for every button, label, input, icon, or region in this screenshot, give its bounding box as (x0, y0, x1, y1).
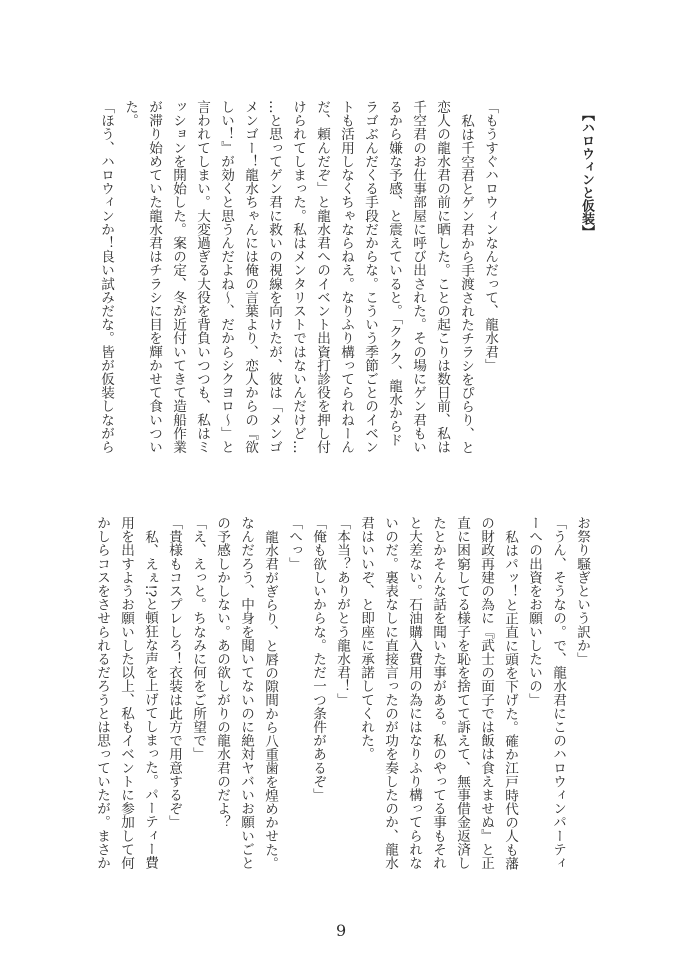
text-line: の財政再建の為に『武士の面子では飯は食えませぬ』と正 (478, 516, 494, 870)
page-number: 9 (336, 921, 347, 940)
text-line: トも活用しなくちゃならねえ。なりふり構ってられねーん (338, 100, 354, 454)
text-line: 「ほう、ハロウィンか！良い試みだな。皆が仮装しながら (98, 100, 114, 454)
text-line: るから嫌な予感、と震えていると。「ククク、龍水からド (386, 100, 402, 447)
text-line: ーへの出資をお願いしたいの」 (526, 516, 542, 707)
text-line: だ、頼んだぞ」と龍水君へのイベント出資打診役を押し付 (314, 100, 330, 454)
text-line: いのだ。裏表なしに直接言ったのが功を奏したのか、龍水 (382, 516, 398, 870)
text-line: メンゴー！龍水ちゃんには俺の言葉より、恋人からの『欲 (242, 100, 258, 454)
text-line: と大差ない。石油購入費用の為にはなりふり構ってられな (406, 516, 422, 870)
text-line: 君はいいぞ、と即座に承諾してくれた。 (358, 516, 374, 761)
text-line: かしらコスをさせられるだろうとは思っていたが。まさか (94, 516, 110, 870)
text-line: た。 (122, 100, 138, 128)
text-line: の予感しかしない。あの欲しがりの龍水君のだよ？ (214, 516, 230, 829)
text-line: …と思ってゲン君に救いの視線を向けたが、彼は「メンゴ (266, 100, 282, 454)
text-line: 「へっ」 (286, 516, 302, 571)
text-line: 「もうすぐハロウィンなんだって、龍水君」 (482, 100, 498, 372)
text-line: しい！』が効くと思うんだよね～、だからシクヨロ～」と (218, 100, 234, 454)
text-line: 龍水君がぎらり、と唇の隙間から八重歯を煌めかせた。 (262, 530, 278, 870)
text-line: 「本当？ありがとう龍水君！」 (334, 516, 350, 707)
text-line: 私は千空君とゲン君から手渡されたチラシをぴらり、と (458, 114, 474, 454)
text-line: 「うん、そうなの。で、龍水君にこのハロウィンパーティ (550, 516, 566, 870)
text-line: 直に困窮してる様子を恥を捨てて訴えて、無事借金返済し (454, 516, 470, 870)
text-line: お祭り騒ぎという訳か」 (574, 516, 590, 666)
text-block-bottom (90, 516, 594, 880)
text-line: 恋人の龍水君の前に晒した。ことの起こりは数日前、私は (434, 100, 450, 454)
text-block-top (94, 100, 502, 464)
text-line: なんだろう、中身を聞いてないのに絶対ヤバいお願いごと (238, 516, 254, 870)
chapter-title: 【ハロウィンと仮装】 (579, 108, 594, 238)
text-line: ッションを開始した。案の定、冬が近付いてきて造船作業 (170, 100, 186, 454)
text-line: けられてしまった。私はメンタリストではないんだけど… (290, 100, 306, 454)
text-line: 用を出すようお願いした以上、私もイベントに参加して何 (118, 516, 134, 870)
text-line: 「貴様もコスプレしろ！衣装は此方で用意するぞ」 (166, 516, 182, 829)
text-line: 私はパッ！と正直に頭を下げた。確か江戸時代の人も藩 (502, 530, 518, 870)
text-line: たとかそんな話を聞いた事がある。私のやってる事もそれ (430, 516, 446, 870)
text-line: ラゴぶんだくる手段だからな。こういう季節ごとのイベン (362, 100, 378, 454)
text-line: 言われてしまい。大変過ぎる大役を背負いつつも、私はミ (194, 100, 210, 454)
text-line: 「俺も欲しいからな。ただ一つ条件があるぞ」 (310, 516, 326, 802)
text-line: 私、えぇ!?と頓狂な声を上げてしまった。パーティー費 (142, 530, 158, 870)
text-line: が滞り始めていた龍水君はチラシに目を輝かせて食いつい (146, 100, 162, 454)
text-line: 「え、えっと。ちなみに何をご所望で」 (190, 516, 206, 761)
text-line: 千空君のお仕事部屋に呼び出された。その場にゲン君もい (410, 100, 426, 454)
